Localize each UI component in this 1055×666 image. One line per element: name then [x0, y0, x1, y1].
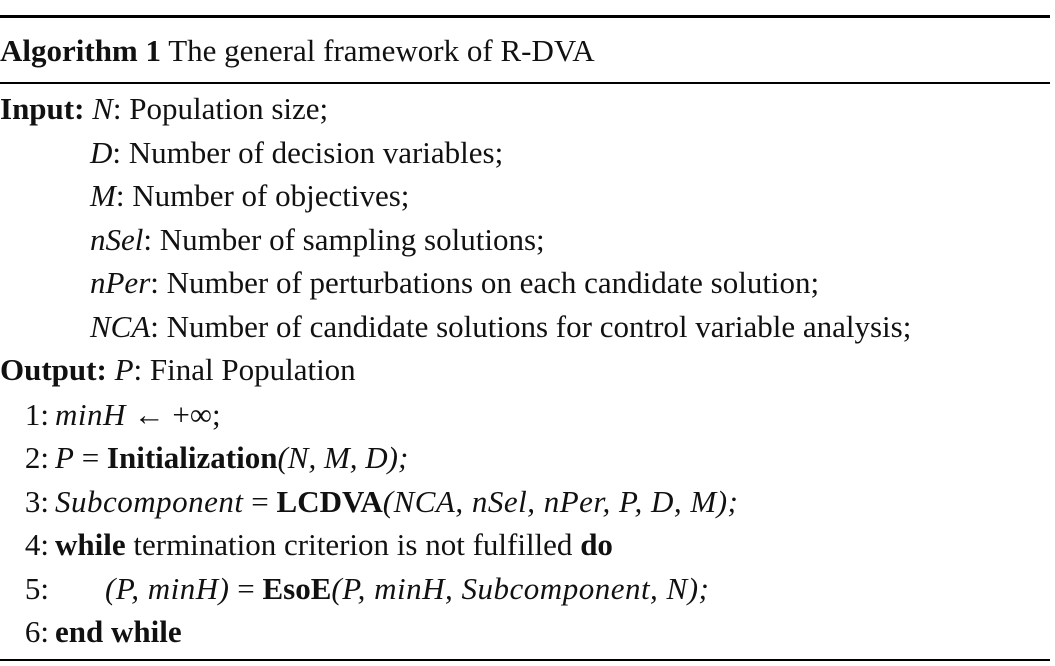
output-sym: P [114, 352, 134, 387]
step-4 [0, 527, 613, 563]
algorithm-title: The general framework of R-DVA [168, 33, 595, 68]
input-line [0, 91, 328, 127]
step-6 [0, 614, 182, 650]
step-4-condition: termination criterion is not fulfilled [125, 527, 581, 562]
step-number: 2: [24, 440, 49, 475]
input-sym-4: nPer [90, 265, 151, 300]
step-5-args: (P, minH, Subcomponent, N); [331, 571, 710, 606]
step-1 [0, 397, 221, 433]
input-param [90, 178, 409, 214]
input-param [90, 309, 911, 345]
algorithm-caption [0, 33, 595, 69]
step-number: 3: [24, 484, 49, 519]
input-sym-0: N [92, 91, 113, 126]
algorithm-label: Algorithm 1 [0, 33, 162, 68]
input-param [90, 265, 819, 301]
input-sym-5: NCA [90, 309, 151, 344]
bottom-rule [0, 659, 1050, 661]
step-3-args: (NCA, nSel, nPer, P, D, M); [382, 484, 739, 519]
input-desc-0: : Population size; [112, 91, 329, 126]
input-param [90, 222, 545, 258]
input-sym-3: nSel [90, 222, 144, 257]
step-5 [0, 571, 709, 607]
input-desc-5: : Number of candidate solutions for control variable analysis; [150, 309, 912, 344]
step-number: 4: [24, 527, 49, 562]
input-label: Input: [0, 91, 85, 126]
step-2 [0, 440, 408, 476]
end-while-keyword: end while [55, 614, 182, 649]
input-desc-2: : Number of objectives; [115, 178, 410, 213]
input-sym-1: D [90, 135, 113, 170]
input-desc-3: : Number of sampling solutions; [143, 222, 545, 257]
input-param [90, 135, 503, 171]
input-desc-4: : Number of perturbations on each candidate solution; [150, 265, 820, 300]
while-keyword: while [55, 527, 126, 562]
step-3 [0, 484, 738, 520]
step-2-var: P [55, 440, 74, 475]
output-desc: : Final Population [133, 352, 356, 387]
step-3-var: Subcomponent [55, 484, 244, 519]
step-2-args: (N, M, D); [277, 440, 409, 475]
step-number: 1: [24, 397, 49, 432]
step-2-function: Initialization [106, 440, 278, 475]
top-rule [0, 15, 1050, 18]
input-desc-1: : Number of decision variables; [112, 135, 504, 170]
caption-rule [0, 82, 1050, 84]
output-label: Output: [0, 352, 107, 387]
step-2-eq: = [73, 440, 107, 475]
step-number: 6: [24, 614, 49, 649]
output-line [0, 352, 356, 388]
step-5-function: EsoE [262, 571, 332, 606]
step-number: 5: [24, 571, 49, 606]
step-5-var: (P, minH) [105, 571, 230, 606]
step-3-eq: = [243, 484, 277, 519]
step-3-function: LCDVA [276, 484, 383, 519]
do-keyword: do [580, 527, 613, 562]
step-1-var: minH [55, 397, 126, 432]
step-5-eq: = [229, 571, 263, 606]
step-1-rest: ← +∞; [125, 397, 221, 432]
input-sym-2: M [90, 178, 116, 213]
